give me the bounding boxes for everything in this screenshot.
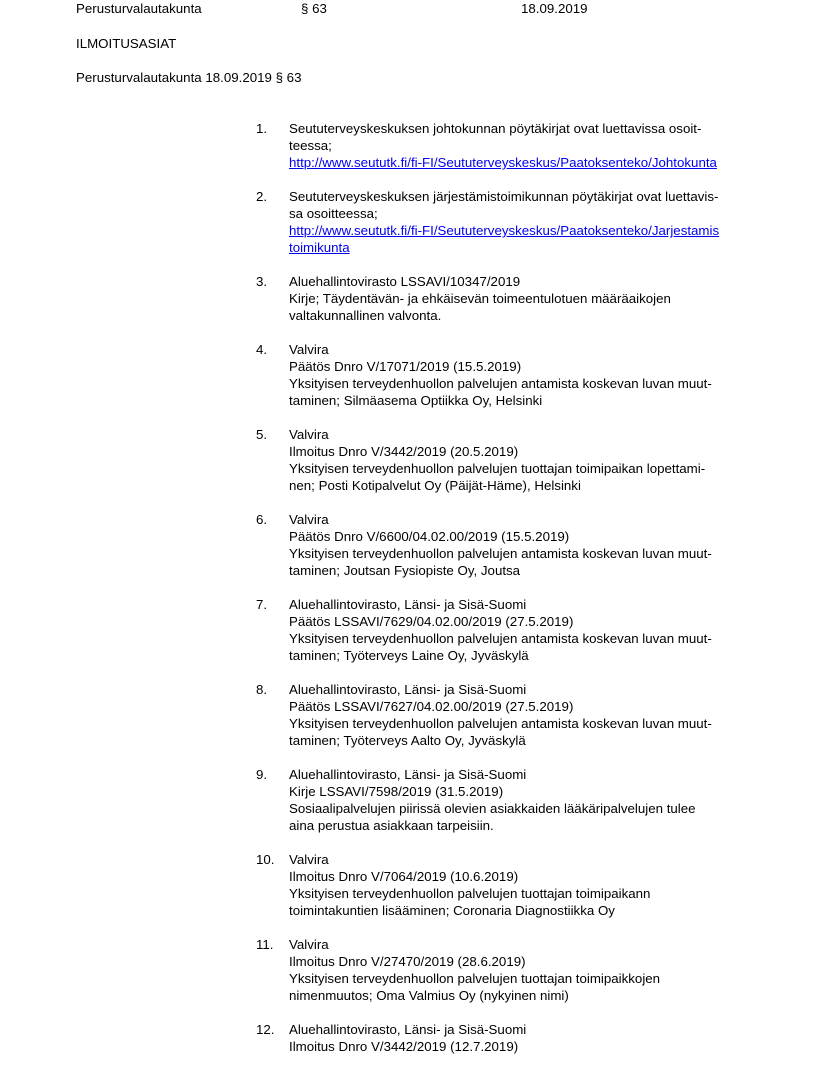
item-line: Yksityisen terveydenhuollon palvelujen antamista koskevan luvan muut- [289,546,712,561]
item-body [289,273,771,324]
item-line: taminen; Silmäasema Optiikka Oy, Helsinki [289,393,543,408]
item-line: Aluehallintovirasto, Länsi- ja Sisä-Suomi [289,767,527,782]
list-item [0,851,816,919]
item-line: Ilmoitus Dnro V/3442/2019 (12.7.2019) [289,1039,519,1054]
item-line: taminen; Joutsan Fysiopiste Oy, Joutsa [289,563,521,578]
list-item [0,273,816,324]
header-committee: Perusturvalautakunta [76,1,202,16]
item-number: 12. [256,1022,275,1037]
item-body [289,766,771,834]
item-line: Päätös Dnro V/6600/04.02.00/2019 (15.5.2019) [289,529,570,544]
item-line: Ilmoitus Dnro V/3442/2019 (20.5.2019) [289,444,519,459]
item-line: Päätös LSSAVI/7627/04.02.00/2019 (27.5.2019) [289,699,574,714]
list-item [0,188,816,256]
item-line: sa osoitteessa; [289,206,378,221]
item-line: nimenmuutos; Oma Valmius Oy (nykyinen nimi) [289,988,569,1003]
list-item [0,120,816,171]
list-item [0,341,816,409]
item-line: Ilmoitus Dnro V/7064/2019 (10.6.2019) [289,869,519,884]
item-line: Sosiaalipalvelujen piirissä olevien asiakkaiden lääkäripalvelujen tulee [289,801,696,816]
item-line: Aluehallintovirasto, Länsi- ja Sisä-Suomi [289,1022,527,1037]
item-line: Aluehallintovirasto LSSAVI/10347/2019 [289,274,521,289]
item-body [289,681,771,749]
page-title: ILMOITUSASIAT [76,36,177,51]
item-number: 4. [256,342,268,357]
item-line: Yksityisen terveydenhuollon palvelujen antamista koskevan luvan muut- [289,376,712,391]
item-line: taminen; Työterveys Aalto Oy, Jyväskylä [289,733,526,748]
item-link[interactable]: toimikunta [289,240,350,255]
document-reference: Perusturvalautakunta 18.09.2019 § 63 [76,70,302,85]
item-line: Valvira [289,342,329,357]
list-item [0,426,816,494]
item-number: 8. [256,682,268,697]
header-section: § 63 [301,1,327,16]
list-item [0,511,816,579]
list-item [0,681,816,749]
item-line: toimintakuntien lisääminen; Coronaria Diagnostiikka Oy [289,903,615,918]
announcement-list [0,120,816,1072]
list-item [0,936,816,1004]
list-item [0,596,816,664]
item-number: 7. [256,597,268,612]
item-body [289,936,771,1004]
item-link[interactable]: http://www.seututk.fi/fi-FI/Seututerveyskeskus/Paatoksenteko/Johtokunta [289,155,717,170]
item-body [289,851,771,919]
item-line: Kirje LSSAVI/7598/2019 (31.5.2019) [289,784,504,799]
item-body [289,120,771,171]
item-line: Yksityisen terveydenhuollon palvelujen tuottajan toimipaikann [289,886,651,901]
item-line: valtakunnallinen valvonta. [289,308,442,323]
list-item [0,766,816,834]
item-body [289,426,771,494]
item-line: Seututerveyskeskuksen järjestämistoimikunnan pöytäkirjat ovat luettavis- [289,189,719,204]
item-body [289,188,771,256]
item-line: Yksityisen terveydenhuollon palvelujen tuottajan toimipaikan lopettami- [289,461,706,476]
item-number: 5. [256,427,268,442]
header-date: 18.09.2019 [521,1,588,16]
item-number: 6. [256,512,268,527]
item-line: Kirje; Täydentävän- ja ehkäisevän toimeentulotuen määräaikojen [289,291,671,306]
item-line: nen; Posti Kotipalvelut Oy (Päijät-Häme), Helsinki [289,478,581,493]
item-body [289,596,771,664]
item-number: 9. [256,767,268,782]
item-line: Yksityisen terveydenhuollon palvelujen antamista koskevan luvan muut- [289,631,712,646]
item-line: Aluehallintovirasto, Länsi- ja Sisä-Suomi [289,597,527,612]
list-item [0,1021,816,1055]
item-body [289,341,771,409]
item-line: aina perustua asiakkaan tarpeisiin. [289,818,494,833]
item-line: Valvira [289,512,329,527]
item-line: teessa; [289,138,332,153]
item-number: 2. [256,189,268,204]
item-line: Yksityisen terveydenhuollon palvelujen antamista koskevan luvan muut- [289,716,712,731]
item-number: 1. [256,121,268,136]
item-line: taminen; Työterveys Laine Oy, Jyväskylä [289,648,529,663]
item-body [289,511,771,579]
item-number: 10. [256,852,275,867]
item-number: 11. [256,937,274,952]
item-line: Aluehallintovirasto, Länsi- ja Sisä-Suomi [289,682,527,697]
item-body [289,1021,771,1055]
item-line: Seututerveyskeskuksen johtokunnan pöytäkirjat ovat luettavissa osoit- [289,121,702,136]
item-line: Päätös Dnro V/17071/2019 (15.5.2019) [289,359,522,374]
item-number: 3. [256,274,268,289]
item-line: Valvira [289,427,329,442]
item-line: Valvira [289,852,329,867]
item-line: Yksityisen terveydenhuollon palvelujen tuottajan toimipaikkojen [289,971,661,986]
item-line: Valvira [289,937,329,952]
item-line: Ilmoitus Dnro V/27470/2019 (28.6.2019) [289,954,526,969]
item-link[interactable]: http://www.seututk.fi/fi-FI/Seututerveyskeskus/Paatoksenteko/Jarjestamis [289,223,720,238]
item-line: Päätös LSSAVI/7629/04.02.00/2019 (27.5.2019) [289,614,574,629]
